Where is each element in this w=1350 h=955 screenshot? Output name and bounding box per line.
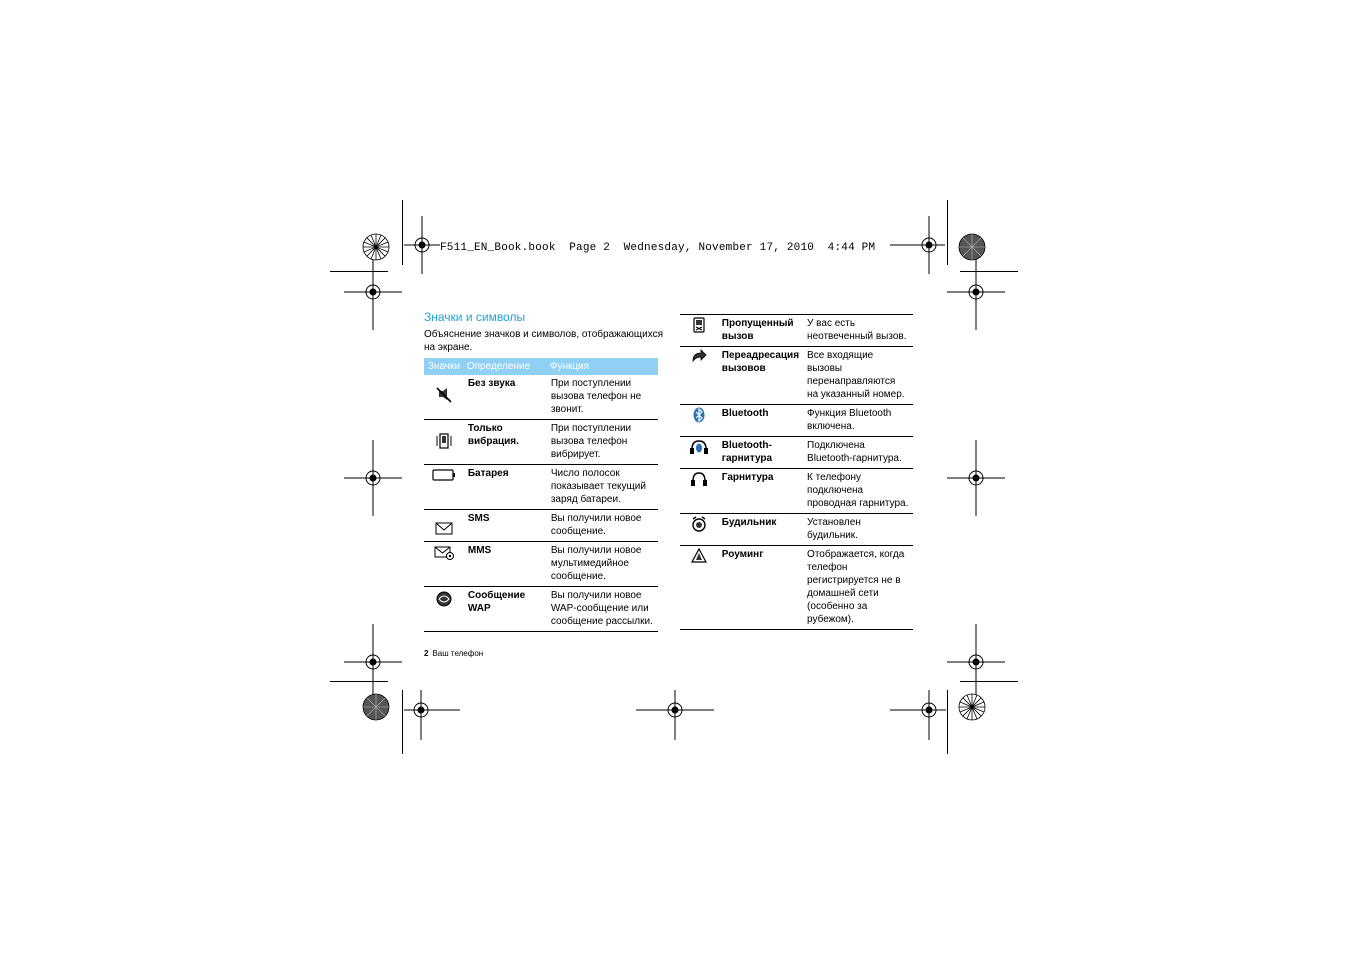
battery-icon <box>432 469 456 481</box>
icon-cell <box>680 469 718 514</box>
registration-mark-icon <box>890 690 968 740</box>
icon-cell <box>680 437 718 469</box>
row-function: Вы получили новое сообщение. <box>550 513 642 537</box>
table-row <box>424 587 658 632</box>
icon-cell <box>424 420 464 465</box>
header-definition: Определение <box>464 358 547 375</box>
icon-cell <box>424 375 464 420</box>
row-function: Вы получили новое WAP-сообщение или сообщение рассылки. <box>550 590 653 627</box>
icon-cell <box>424 542 464 587</box>
mms-envelope-icon <box>434 546 454 560</box>
icon-cell <box>680 514 718 546</box>
table-row <box>424 510 658 542</box>
row-definition: Без звука <box>467 378 516 389</box>
icon-cell <box>680 546 718 630</box>
row-definition: Bluetooth-гарнитура <box>721 440 773 464</box>
row-function: К телефону подключена проводная гарнитура. <box>807 472 909 509</box>
table-row <box>424 465 658 510</box>
row-function: Отображается, когда телефон регистрируется не в домашней сети (особенно за рубежом). <box>807 549 905 625</box>
table-row <box>680 546 913 630</box>
row-definition: Только вибрация. <box>467 423 519 447</box>
table-row <box>424 420 658 465</box>
row-function: У вас есть неотвеченный вызов. <box>807 318 907 342</box>
row-definition: Батарея <box>467 468 509 479</box>
registration-mark-icon <box>382 690 460 740</box>
footer-section-name: Ваш телефон <box>432 649 484 658</box>
icons-table-right <box>680 314 913 630</box>
row-definition: Гарнитура <box>721 472 774 483</box>
row-function: Число полосок показывает текущий заряд батареи. <box>550 468 646 505</box>
registration-mark-icon <box>404 216 440 274</box>
row-function: Вы получили новое мультимедийное сообщение. <box>550 545 642 582</box>
row-function: При поступлении вызова телефон не звонит. <box>550 378 642 415</box>
row-definition: MMS <box>467 545 492 556</box>
icon-cell <box>680 315 718 347</box>
headset-icon <box>690 471 708 487</box>
table-row <box>680 514 913 546</box>
sms-envelope-icon <box>435 522 453 535</box>
icon-cell <box>680 347 718 405</box>
alarm-icon <box>691 516 707 532</box>
table-row <box>680 405 913 437</box>
registration-mark-icon <box>947 258 1005 330</box>
table-row <box>680 469 913 514</box>
row-definition: SMS <box>467 513 490 524</box>
row-definition: Пропущенный вызов <box>721 318 794 342</box>
table-row <box>424 375 658 420</box>
row-function: Установлен будильник. <box>807 517 861 541</box>
vibration-icon <box>435 432 453 450</box>
header-icons: Значки <box>424 358 464 375</box>
silent-icon <box>435 387 453 403</box>
row-function: Подключена Bluetooth-гарнитура. <box>807 440 902 464</box>
icon-cell <box>680 405 718 437</box>
registration-mark-icon <box>344 258 402 330</box>
row-function: При поступлении вызова телефон вибрирует. <box>550 423 632 460</box>
table-row <box>680 437 913 469</box>
icon-cell <box>424 465 464 510</box>
registration-mark-icon <box>947 440 1005 516</box>
roaming-icon <box>691 548 707 564</box>
starburst-mark-icon <box>958 233 986 261</box>
file-info-line: F511_EN_Book.book Page 2 Wednesday, November 17, 2010 4:44 PM <box>440 242 876 254</box>
starburst-mark-icon <box>362 233 390 261</box>
page-footer <box>424 649 483 658</box>
registration-mark-icon <box>344 624 402 696</box>
bluetooth-headset-icon <box>689 439 709 455</box>
table-row <box>680 315 913 347</box>
table-header-row <box>424 358 658 375</box>
section-intro: Объяснение значков и символов, отображающихся на экране. <box>424 329 664 353</box>
starburst-mark-icon <box>958 693 986 721</box>
registration-mark-icon <box>947 624 1005 696</box>
page-number: 2 <box>424 649 429 658</box>
bluetooth-icon <box>693 407 705 423</box>
wap-message-icon <box>436 591 452 607</box>
row-function: Все входящие вызовы перенаправляются на указанный номер. <box>807 350 905 400</box>
row-definition: Bluetooth <box>721 408 769 419</box>
missed-call-icon <box>691 317 707 333</box>
crop-line <box>402 200 403 265</box>
registration-mark-icon <box>344 440 402 516</box>
call-forward-icon <box>691 349 707 363</box>
starburst-mark-icon <box>362 693 390 721</box>
row-definition: Будильник <box>721 517 777 528</box>
section-title: Значки и символы <box>424 310 526 324</box>
table-row <box>424 542 658 587</box>
header-function: Функция <box>547 358 658 375</box>
icon-cell <box>424 510 464 542</box>
row-function: Функция Bluetooth включена. <box>807 408 892 432</box>
registration-mark-icon <box>636 690 714 740</box>
icons-table-left <box>424 358 658 632</box>
table-row <box>680 347 913 405</box>
row-definition: Сообщение WAP <box>467 590 526 614</box>
icon-cell <box>424 587 464 632</box>
row-definition: Роуминг <box>721 549 764 560</box>
row-definition: Переадресация вызовов <box>721 350 800 374</box>
